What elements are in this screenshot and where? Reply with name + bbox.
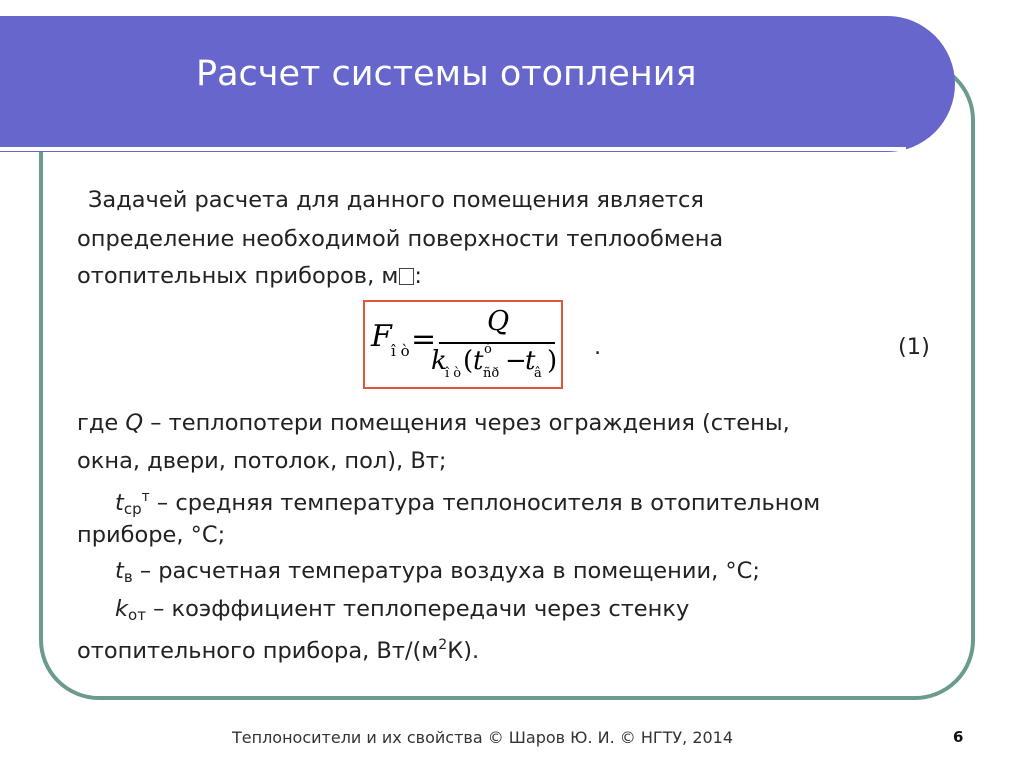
def-tsr-line <box>115 482 820 524</box>
def-k-line <box>115 594 689 630</box>
fraction-line <box>439 342 555 344</box>
slide-title: Расчет системы отопления <box>196 54 697 94</box>
def-k-sub: от <box>128 606 146 624</box>
def-tv-line <box>115 556 760 592</box>
formula-t2: t <box>525 346 536 376</box>
formula-t1: t <box>473 346 484 376</box>
missing-glyph-box <box>399 268 414 285</box>
def-tv-var: t <box>115 558 124 584</box>
def-k-cont-sup: 2 <box>438 637 448 653</box>
equation-number: (1) <box>898 334 930 360</box>
intro-line-1: Задачей расчета для данного помещения является <box>88 187 704 213</box>
formula-box <box>363 300 563 389</box>
formula-t1-sup: ò <box>484 342 492 357</box>
intro-line-3-text: отопительных приборов, м <box>77 263 399 289</box>
formula-open-paren: ( <box>463 346 474 376</box>
def-tsr-var: t <box>115 490 124 516</box>
def-q-var: Q <box>125 410 144 436</box>
intro-colon: : <box>414 263 422 289</box>
def-tsr-sub: ср <box>123 500 142 518</box>
def-tv-sub: в <box>123 568 133 586</box>
formula-k-sub: î ò <box>445 366 462 381</box>
def-tsr-cont: приборе, °С; <box>77 522 226 548</box>
formula-minus: − <box>505 346 527 376</box>
def-k-var: k <box>115 596 129 622</box>
def-k-cont <box>77 630 479 666</box>
formula-t1-sub: ñð <box>483 366 500 381</box>
formula-equals: = <box>411 322 437 357</box>
intro-line-3 <box>77 261 422 291</box>
def-q-line <box>77 408 790 438</box>
formula-dot: . <box>594 334 602 360</box>
def-k-text: – коэффициент теплопередачи через стенку <box>145 596 690 622</box>
title-underline <box>0 147 906 151</box>
def-q-cont: окна, двери, потолок, пол), Вт; <box>77 448 447 474</box>
def-k-cont-post: К). <box>447 638 480 664</box>
intro-line-2: определение необходимой поверхности теплообмена <box>77 226 724 252</box>
formula-t2-sub: â <box>534 366 542 381</box>
def-tsr-text: – средняя температура теплоносителя в отопительном <box>149 490 821 516</box>
formula-close-paren: ) <box>547 346 558 376</box>
formula-lhs-sub: î ò <box>391 342 410 360</box>
slide-footer: Теплоносители и их свойства © Шаров Ю. И. © НГТУ, 2014 <box>232 728 734 747</box>
def-q-text: – теплопотери помещения через ограждения (стены, <box>143 410 790 436</box>
formula-lhs: F <box>371 319 392 354</box>
formula-k: k <box>431 346 447 376</box>
def-k-cont-pre: отопительного прибора, Вт/(м <box>77 638 439 664</box>
def-tv-text: – расчетная температура воздуха в помещении, °С; <box>132 558 760 584</box>
formula-numerator: Q <box>487 306 510 337</box>
page-number: 6 <box>953 728 964 746</box>
def-q-pre: где <box>77 410 126 436</box>
def-tsr-sup: т <box>141 489 150 505</box>
